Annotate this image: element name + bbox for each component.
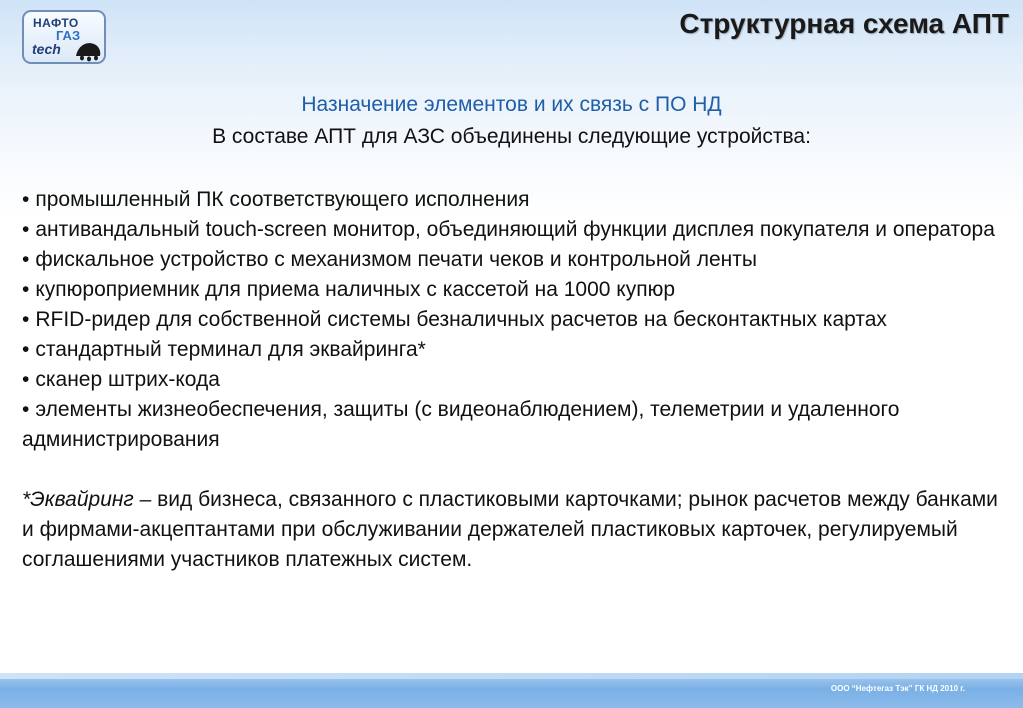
page-title: Структурная схема АПТ	[679, 8, 1009, 39]
acquiring-footnote	[22, 485, 1007, 575]
bullet-icon: •	[22, 278, 30, 301]
list-item-text: RFID-ридер для собственной системы безналичных расчетов на бесконтактных картах	[35, 308, 887, 331]
list-item	[22, 215, 1007, 245]
oil-drop-icon	[74, 38, 102, 62]
list-item	[22, 305, 1007, 335]
list-item	[22, 335, 1007, 365]
bullet-icon: •	[22, 218, 30, 241]
bullet-icon: •	[22, 338, 30, 361]
bullet-icon: •	[22, 398, 30, 421]
section-subtitle: Назначение элементов и их связь с ПО НД	[301, 93, 722, 116]
list-item-text: стандартный терминал для эквайринга*	[35, 338, 426, 361]
list-item-text: купюроприемник для приема наличных с кассетой на 1000 купюр	[35, 278, 676, 301]
footnote-term: *Эквайринг –	[22, 488, 152, 511]
list-item	[22, 245, 1007, 275]
device-list-block	[22, 185, 1007, 575]
footer-divider	[0, 673, 1023, 679]
bullet-icon: •	[22, 248, 30, 271]
footer-bar	[0, 673, 1023, 708]
list-item-text: фискальное устройство с механизмом печати чеков и контрольной ленты	[35, 248, 757, 271]
list-item	[22, 365, 1007, 395]
list-item-text: сканер штрих-кода	[35, 368, 220, 391]
bullet-icon: •	[22, 308, 30, 331]
list-item-text: элементы жизнеобеспечения, защиты (с видеонаблюдением), телеметрии и удаленного администрирования	[22, 398, 900, 451]
logo-text-gaz: ГАЗ	[56, 28, 81, 43]
list-item-text: промышленный ПК соответствующего исполнения	[35, 188, 530, 211]
logo-text-tech: tech	[32, 41, 61, 57]
list-item	[22, 395, 1007, 455]
bullet-icon: •	[22, 188, 30, 211]
footnote-text: вид бизнеса, связанного с пластиковыми карточками; рынок расчетов между банками и фирмами-акцептантами при обслуживании держателей пластиковых карточек, регулируемый соглашениями участников платежных систем.	[22, 488, 998, 571]
list-item-text: антивандальный touch-screen монитор, объединяющий функции дисплея покупателя и оператора	[35, 218, 995, 241]
logo-text-nafto: НАФТО	[33, 16, 79, 30]
intro-text: В составе АПТ для АЗС объединены следующие устройства:	[212, 125, 811, 148]
list-item	[22, 185, 1007, 215]
company-logo	[22, 10, 106, 64]
footer-copyright: ООО “Нефтегаз Тэк” ГК НД 2010 г.	[830, 684, 965, 693]
bullet-icon: •	[22, 368, 30, 391]
list-item	[22, 275, 1007, 305]
